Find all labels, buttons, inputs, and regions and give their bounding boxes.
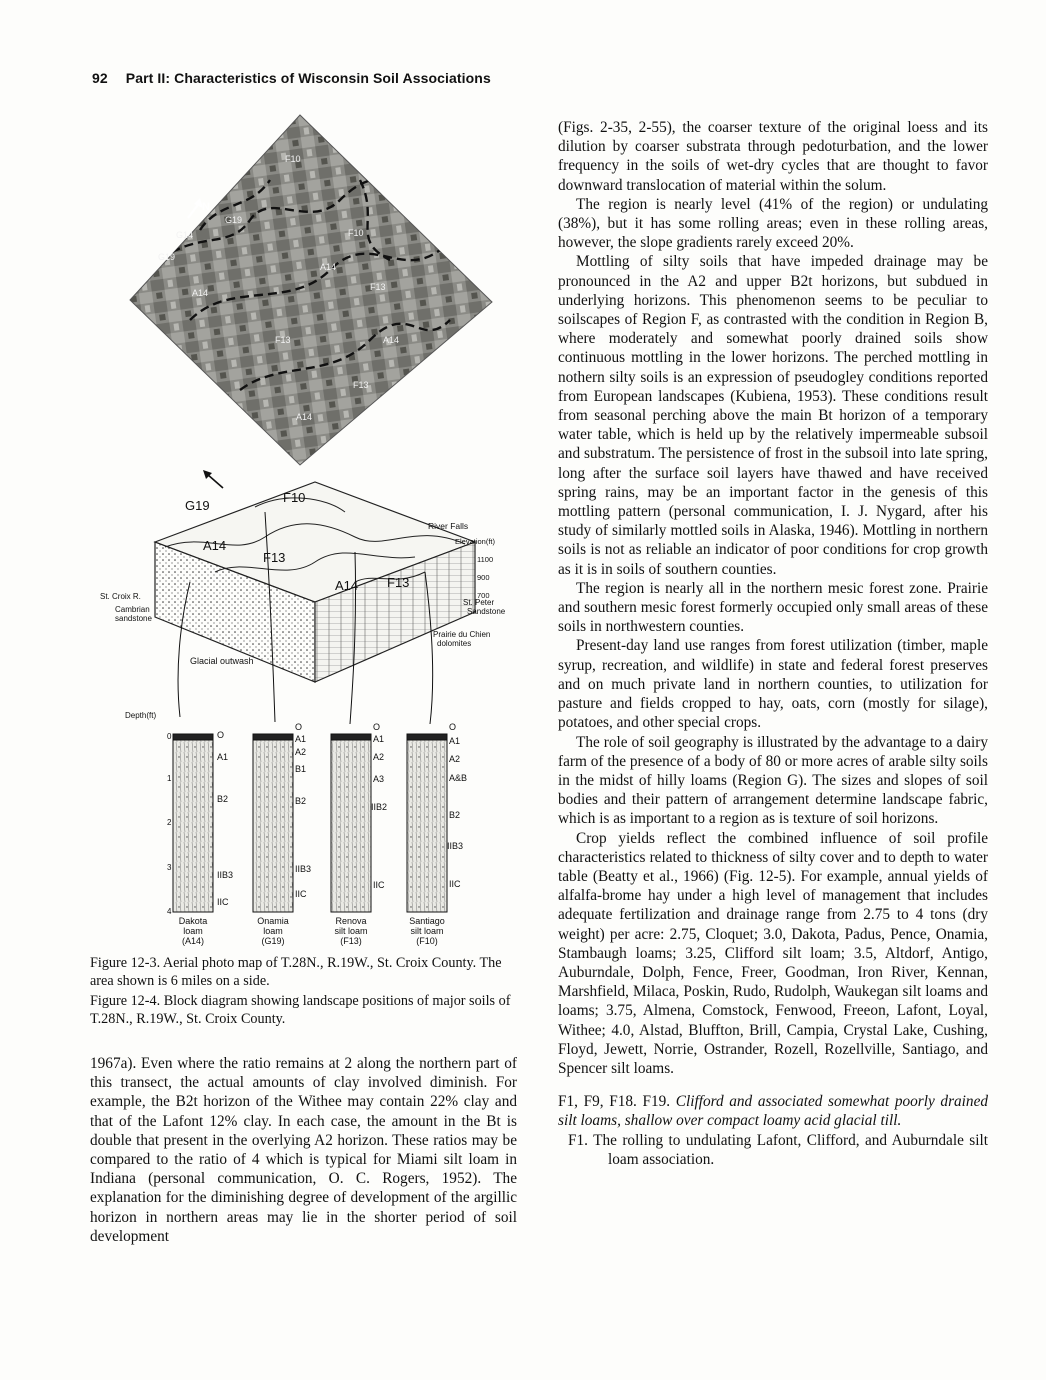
profile-name: loam bbox=[263, 926, 283, 936]
photo-label: G14 bbox=[176, 230, 194, 240]
photo-label: F10 bbox=[285, 154, 301, 164]
horizon-label: A2 bbox=[449, 754, 461, 764]
profile-name: Onamia bbox=[257, 916, 289, 926]
unit-label: F13 bbox=[387, 575, 410, 590]
horizon-label: B1 bbox=[295, 764, 307, 774]
horizon-label: A2 bbox=[373, 752, 385, 762]
horizon-label: O bbox=[449, 722, 457, 732]
horizon-label: A1 bbox=[217, 752, 229, 762]
caption-fig-12-3: Figure 12-3. Aerial photo map of T.28N., R.19W., St. Croix County. The area shown is 6 miles on a side. bbox=[90, 955, 502, 989]
depth-tick: 1 bbox=[167, 774, 172, 783]
association-title: Clifford and associated somewhat poorly drained silt loams, shallow over compact loamy acid glacial till. bbox=[558, 1093, 989, 1130]
horizon-label: B2 bbox=[295, 796, 307, 806]
horizon-label: O bbox=[373, 722, 381, 732]
st-croix-label: St. Croix R. bbox=[100, 592, 141, 601]
horizon-label: IIB3 bbox=[447, 841, 464, 851]
association-heading bbox=[558, 1092, 988, 1130]
photo-label: G19 bbox=[225, 215, 243, 225]
unit-label: A14 bbox=[203, 538, 227, 553]
horizon-label: B2 bbox=[217, 794, 229, 804]
depth-tick: 2 bbox=[167, 818, 172, 827]
profile-name: loam bbox=[183, 926, 203, 936]
cambrian-label: sandstone bbox=[115, 614, 152, 623]
aerial-photo-svg bbox=[100, 110, 520, 470]
horizon-label: A1 bbox=[295, 734, 307, 744]
elevation-value: 700 bbox=[477, 591, 490, 600]
page-number: 92 bbox=[92, 70, 108, 86]
unit-label: G19 bbox=[185, 498, 210, 513]
horizon-label: IIC bbox=[295, 889, 307, 899]
body-paragraph: The region is nearly level (41% of the region) or undulating (38%), but it has some rolling areas; even in these rolling areas, however, the slope gradients rarely exceed 20%. bbox=[558, 195, 988, 252]
association-codes: F1, F9, F18. F19. bbox=[558, 1093, 671, 1111]
elevation-title: Elevation(ft) bbox=[455, 537, 496, 546]
body-paragraph: Present-day land use ranges from forest utilization (timber, maple syrup, recreation, and wildlife) in state and federal forest preserves and on much private land in northern counties, to utilization for pasture and fields cropped to hay, oats, corn (mostly for silage), potatoes, and other special crops. bbox=[558, 637, 988, 732]
caption-fig-12-4: Figure 12-4. Block diagram showing landscape positions of major soils of T.28N., R.19W., St. Croix County. bbox=[90, 993, 511, 1027]
header-title: Part II: Characteristics of Wisconsin Soil Associations bbox=[125, 70, 491, 86]
horizon-label: A3 bbox=[373, 774, 385, 784]
depth-tick: 3 bbox=[167, 863, 172, 872]
elevation-value: 900 bbox=[477, 573, 490, 582]
body-paragraph: 1967a). Even where the ratio remains at 2 along the northern part of this transect, the actual amounts of clay involved diminish. For example, the B2t horizon of the Withee may contain 22% clay and that of the Lafont 12% clay. In each case, the amount in the Bt is double that present in the overlying A2 horizon. These ratios may be compared to the ratio of 4 which is typical for Miami silt loam in Indiana (personal communication, O. C. Rogers, 1952). The explanation for the diminishing degree of development of the argillic horizon in northern areas may lie in the shorter period of soil development bbox=[90, 1055, 517, 1245]
horizon-label: A&B bbox=[449, 773, 468, 783]
photo-label: A14 bbox=[383, 335, 400, 345]
st-peter-label: Sandstone bbox=[467, 607, 506, 616]
horizon-label: IIB3 bbox=[295, 864, 312, 874]
north-arrow-icon bbox=[203, 470, 223, 488]
profile-name: silt loam bbox=[334, 926, 368, 936]
horizon-label: IIC bbox=[217, 897, 229, 907]
horizon-label: A1 bbox=[373, 734, 385, 744]
st-peter-label: St. Peter bbox=[463, 598, 495, 607]
horizon-label: IIB3 bbox=[217, 870, 234, 880]
svg-text:N: N bbox=[202, 201, 210, 213]
north-arrow-icon bbox=[188, 198, 210, 218]
running-header bbox=[92, 70, 592, 86]
prairie-label: dolomites bbox=[437, 639, 472, 648]
figure-aerial-photo bbox=[100, 110, 520, 470]
profile-name: (G19) bbox=[261, 936, 285, 946]
body-paragraph: (Figs. 2-35, 2-55), the coarser texture of the original loess and its dilution by coarser substrata through pedoturbation, and the lower frequency in the soils of wet-dry cycles that are thought to favor downward translocation of material within the solum. bbox=[558, 119, 988, 194]
body-paragraph: The role of soil geography is illustrated by the advantage to a dairy farm of the presence of a body of 80 or more acres of arable silty soils in the midst of hilly loams (Region G). The sizes and slopes of soil bodies and their pattern of arrangement determine landscape fabric, which is as important to a region as is texture of soil horizons. bbox=[558, 733, 988, 828]
profile-name: Santiago bbox=[409, 916, 445, 926]
photo-label: A14 bbox=[320, 262, 337, 272]
unit-label: A14 bbox=[335, 578, 359, 593]
horizon-label: A2 bbox=[295, 747, 307, 757]
profile-name: Renova bbox=[335, 916, 367, 926]
elevation-value: 1100 bbox=[477, 555, 494, 564]
association-item bbox=[558, 1131, 988, 1169]
depth-tick: 0 bbox=[167, 732, 172, 741]
photo-label: F13 bbox=[275, 335, 291, 345]
association-item-code: F1. bbox=[568, 1131, 588, 1149]
profile-name: (F10) bbox=[416, 936, 438, 946]
photo-label: F13 bbox=[370, 282, 386, 292]
body-paragraph: The region is nearly all in the northern mesic forest zone. Prairie and southern mesic forest formerly occupied only small areas of these soils in northwestern counties. bbox=[558, 579, 988, 636]
figure-captions bbox=[90, 954, 520, 1028]
profile-name: (A14) bbox=[181, 936, 205, 946]
horizon-label: IIC bbox=[373, 880, 385, 890]
horizon-label: IIC bbox=[449, 879, 461, 889]
horizon-label: O bbox=[295, 722, 303, 732]
photo-label: F13 bbox=[353, 380, 369, 390]
right-column bbox=[558, 118, 988, 1169]
body-paragraph: Mottling of silty soils that have impeded drainage may be pronounced in the A2 and upper B2t horizons, but subdued in underlying horizons. This phenomenon seems to be peculiar to soilscapes of Region F, as contrasted with the condition in Region B, where moderately and somewhat poorly drained soils show continuous mottling in the lower horizons. The perched mottling in nothern silty soils is an expression of pseudogley conditions reported from European landscapes (Kubiena, 1953). These conditions result from seasonal perching above the main Bt horizon of a temporary water table, which is held up by the relatively impermeable subsoil and substratum. The persistence of frost in the subsoil into late spring, long after the surface soil layers have thawed and have received spring rains, may be an important factor in the genesis of this mottling pattern (personal communication, I. J. Nygard, after his study of similarly mottled soils in Alaska, 1946). Mottling in northern soils is not as reliable an indicator of poor conditions for crop growth as it is in soils of southern counties. bbox=[558, 253, 988, 578]
photo-label: A14 bbox=[296, 412, 313, 422]
prairie-label: Prairie du Chien bbox=[433, 630, 491, 639]
photo-label: A14 bbox=[192, 288, 209, 298]
horizon-label: O bbox=[217, 730, 225, 740]
body-paragraph: Crop yields reflect the combined influence of soil profile characteristics related to thickness of silty cover and to depth to water table (Beatty et al., 1966) (Fig. 12-5). For example, annual yields of alfalfa-brome hay under a high level of management that includes adequate fertilization and drainage range from 2.75 to 4 tons (dry weight) per acre: 2.75, Cloquet; 3.0, Dakota, Padus, Pence, Onamia, Stambaugh loams; 3.25, Clifford silt loam; 3.5, Altdorf, Antigo, Auburndale, Dolph, Fence, Freer, Goodman, Iron River, Kennan, Marshfield, Milaca, Poskin, Rudo, Rudolph, Waukegan silt loams and loams; 3.75, Almena, Comstock, Fenwood, Freeon, Lafont, Loyal, Withee; 4.0, Alstad, Bluffton, Brill, Campia, Crystal Lake, Cushing, Floyd, Jewett, Norrie, Ostrander, Rozell, Rozellville, Santiago, and Spencer silt loams. bbox=[558, 829, 988, 1077]
horizon-label: IIB2 bbox=[371, 802, 388, 812]
profile-name: silt loam bbox=[410, 926, 444, 936]
horizon-label: A1 bbox=[449, 736, 461, 746]
depth-tick: 4 bbox=[167, 907, 172, 916]
block-diagram-svg bbox=[95, 462, 525, 952]
unit-label: F10 bbox=[283, 490, 306, 505]
photo-label: F10 bbox=[348, 228, 364, 238]
photo-label: G19 bbox=[158, 252, 176, 262]
left-column bbox=[90, 1054, 517, 1246]
glacial-outwash-label: Glacial outwash bbox=[190, 656, 254, 666]
cambrian-label: Cambrian bbox=[115, 605, 150, 614]
depth-title: Depth(ft) bbox=[125, 711, 157, 720]
profile-name: Dakota bbox=[178, 916, 208, 926]
association-item-text: The rolling to undulating Lafont, Clifford, and Auburndale silt loam association. bbox=[593, 1131, 988, 1168]
figure-block-diagram bbox=[95, 462, 525, 952]
river-falls-label: River Falls bbox=[428, 521, 469, 531]
unit-label: F13 bbox=[263, 550, 286, 565]
horizon-label: B2 bbox=[449, 810, 461, 820]
profile-name: (F13) bbox=[340, 936, 362, 946]
